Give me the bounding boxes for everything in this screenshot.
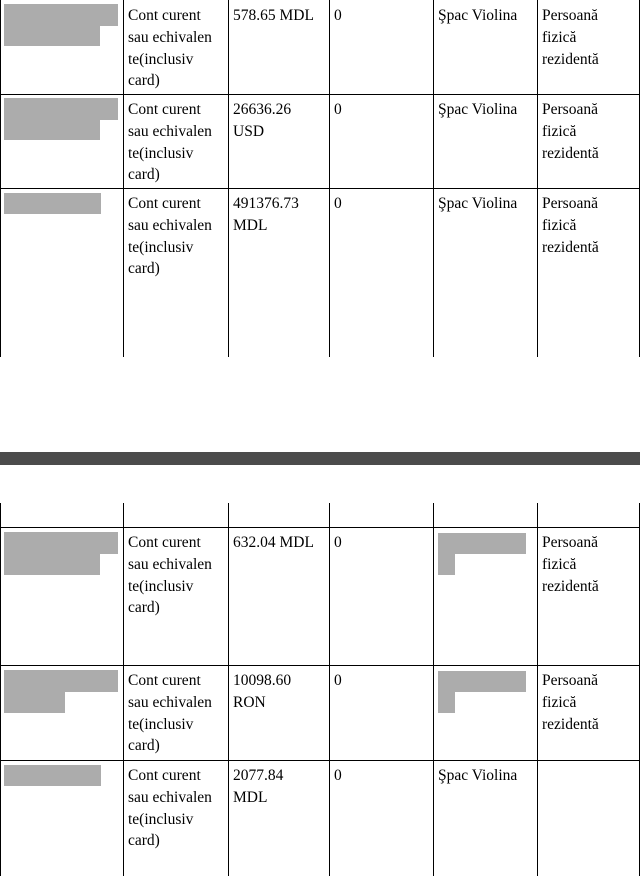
- amount-cell-line: 10098.60: [233, 672, 292, 689]
- account-type-cell-line: card): [128, 832, 160, 850]
- redaction-box: [4, 765, 101, 786]
- holder-cell: Şpac Violina: [438, 7, 518, 24]
- table-border: [0, 0, 1, 357]
- holder-cell: Şpac Violina: [438, 101, 518, 118]
- document-page-1: [0, 0, 640, 357]
- status-cell-line: rezidentă: [542, 577, 599, 595]
- account-type-cell-line: sau echivalen: [128, 788, 212, 806]
- status-cell-line: fizică: [542, 122, 577, 140]
- value-cell: 0: [334, 534, 342, 551]
- page-gap: [0, 357, 640, 452]
- redaction-box: [4, 692, 65, 713]
- page-separator: [0, 452, 640, 465]
- account-type-cell: [124, 527, 228, 619]
- status-cell-line: Persoană: [542, 195, 598, 212]
- status-cell-line: fizică: [542, 693, 577, 711]
- account-type-cell-line: Cont curent: [128, 7, 201, 24]
- account-type-cell-line: te(inclusiv: [128, 810, 194, 828]
- amount-cell-line: 578.65 MDL: [233, 7, 314, 24]
- redaction-box: [438, 533, 526, 554]
- account-type-cell-line: sau echivalen: [128, 555, 212, 573]
- status-cell-line: rezidentă: [542, 144, 599, 162]
- status-cell-line: fizică: [542, 216, 577, 234]
- redaction-box: [438, 554, 455, 575]
- amount-cell: [229, 94, 329, 143]
- amount-cell: [229, 665, 329, 714]
- account-type-cell-line: card): [128, 599, 160, 617]
- account-type-cell-line: sau echivalen: [128, 122, 212, 140]
- status-cell-line: rezidentă: [542, 50, 599, 68]
- account-type-cell-line: Cont curent: [128, 101, 201, 118]
- redaction-box: [4, 120, 100, 140]
- value-cell: 0: [334, 7, 342, 24]
- value-cell: 0: [334, 195, 342, 212]
- status-cell-line: rezidentă: [542, 715, 599, 733]
- account-type-cell: [124, 760, 228, 852]
- status-cell-line: fizică: [542, 28, 577, 46]
- amount-cell: [229, 760, 329, 809]
- account-type-cell: [124, 0, 228, 92]
- account-type-cell-line: Cont curent: [128, 672, 201, 689]
- redaction-box: [4, 532, 118, 554]
- account-type-cell-line: te(inclusiv: [128, 238, 194, 256]
- status-cell: [538, 760, 640, 765]
- account-type-cell-line: Cont curent: [128, 195, 201, 212]
- redaction-box: [438, 671, 526, 692]
- status-cell-line: Persoană: [542, 672, 598, 689]
- redaction-box: [4, 554, 100, 575]
- holder-cell: Şpac Violina: [438, 195, 518, 212]
- status-cell-line: Persoană: [542, 534, 598, 551]
- redaction-box: [4, 670, 118, 692]
- account-type-cell-line: Cont curent: [128, 767, 201, 784]
- redaction-box: [4, 26, 100, 46]
- status-cell: [538, 94, 640, 164]
- amount-cell-line: 632.04 MDL: [233, 534, 314, 551]
- account-type-cell: [124, 665, 228, 757]
- holder-cell: Şpac Violina: [438, 767, 518, 784]
- document-page-2: [0, 503, 640, 876]
- redaction-box: [438, 692, 455, 713]
- amount-cell: [229, 0, 329, 27]
- status-cell: [538, 188, 640, 258]
- account-type-cell-line: te(inclusiv: [128, 577, 194, 595]
- account-type-cell-line: te(inclusiv: [128, 715, 194, 733]
- account-type-cell: [124, 188, 228, 280]
- status-cell: [538, 665, 640, 735]
- status-cell-line: fizică: [542, 555, 577, 573]
- amount-cell: [229, 527, 329, 554]
- page-gap: [0, 465, 640, 503]
- amount-cell-line: RON: [233, 693, 266, 711]
- account-type-cell-line: sau echivalen: [128, 693, 212, 711]
- status-cell-line: Persoană: [542, 101, 598, 118]
- table-border: [433, 0, 434, 357]
- account-type-cell: [124, 94, 228, 186]
- account-type-cell-line: te(inclusiv: [128, 144, 194, 162]
- account-type-cell-line: sau echivalen: [128, 28, 212, 46]
- status-cell: [538, 527, 640, 597]
- account-type-cell-line: sau echivalen: [128, 216, 212, 234]
- amount-cell-line: 26636.26: [233, 101, 292, 118]
- table-border: [228, 0, 229, 357]
- amount-cell-line: USD: [233, 122, 265, 140]
- table-border: [329, 0, 330, 357]
- redaction-box: [4, 98, 118, 120]
- account-type-cell-line: card): [128, 737, 160, 755]
- redaction-box: [4, 4, 118, 26]
- amount-cell-line: 491376.73: [233, 195, 299, 212]
- account-type-cell-line: card): [128, 260, 160, 278]
- value-cell: 0: [334, 767, 342, 784]
- amount-cell-line: 2077.84: [233, 767, 284, 784]
- account-type-cell-line: card): [128, 166, 160, 184]
- account-type-cell-line: card): [128, 72, 160, 90]
- table-border: [433, 503, 434, 876]
- account-type-cell-line: Cont curent: [128, 534, 201, 551]
- account-type-cell-line: te(inclusiv: [128, 50, 194, 68]
- status-cell-line: Persoană: [542, 7, 598, 24]
- amount-cell-line: MDL: [233, 788, 268, 806]
- table-border: [0, 503, 1, 876]
- amount-cell: [229, 188, 329, 237]
- redaction-box: [4, 193, 101, 214]
- value-cell: 0: [334, 672, 342, 689]
- status-cell-line: rezidentă: [542, 238, 599, 256]
- amount-cell-line: MDL: [233, 216, 268, 234]
- value-cell: 0: [334, 101, 342, 118]
- status-cell: [538, 0, 640, 70]
